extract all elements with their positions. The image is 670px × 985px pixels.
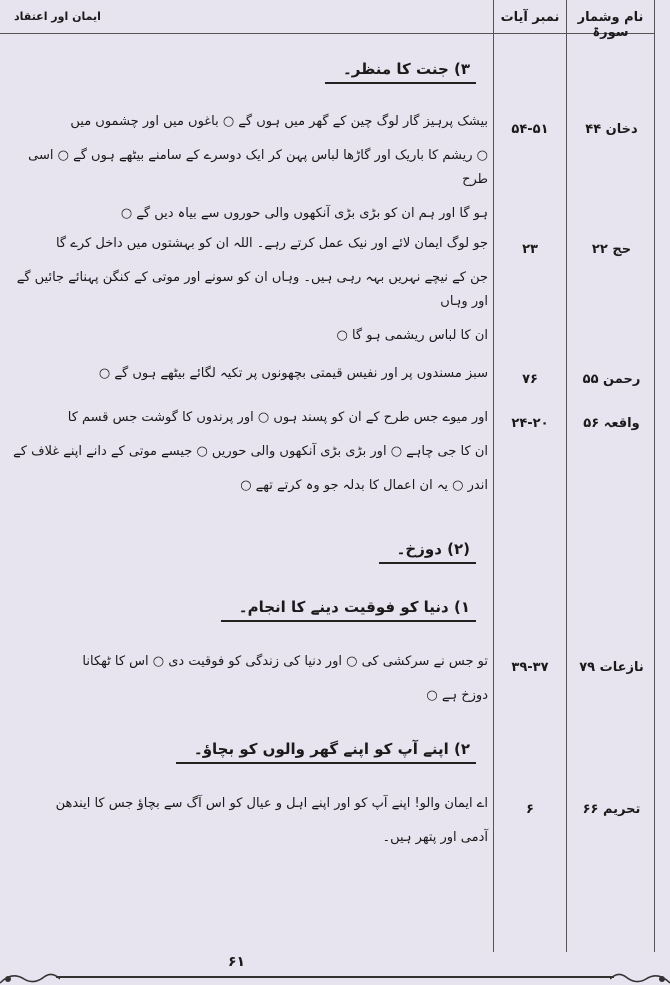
entry-text xyxy=(10,406,488,498)
page-number: ۶۱ xyxy=(228,954,246,970)
right-border-ornament xyxy=(610,969,670,985)
subheading-preferring-world xyxy=(239,598,470,616)
ayat-ref: ۲۴-۲۰ xyxy=(511,416,549,431)
ayat-ref: ۳۹-۳۷ xyxy=(511,660,549,675)
entry-text xyxy=(10,232,488,348)
heading-underline xyxy=(221,620,476,622)
entry-text xyxy=(10,792,488,850)
text-line: جن کے نیچے نہریں بہہ رہی ہیں۔ وہاں ان کو سونے اور موتی کے کنگن پہنائے جائیں گے اور وہاں xyxy=(16,270,488,309)
column-divider xyxy=(493,0,494,952)
surah-ref: حج ۲۲ xyxy=(591,242,632,257)
header-rule xyxy=(0,33,654,34)
text-line: بیشک پرہیز گار لوگ چین کے گھر میں ہوں گے ○ باغوں میں اور چشموں میں xyxy=(70,114,488,129)
text-line: اندر ○ یہ ان اعمال کا بدلہ جو وہ کرتے تھے ○ xyxy=(240,478,488,493)
text-line: آدمی اور پتھر ہیں۔ xyxy=(382,830,488,845)
heading-text: ۳) جنت کا منظر۔ xyxy=(343,60,470,78)
text-line: دوزخ ہے ○ xyxy=(426,688,488,703)
heading-underline xyxy=(379,562,476,564)
surah-ref: نازعات ۷۹ xyxy=(579,660,644,675)
heading-text: (۲) دوزخ۔ xyxy=(396,540,470,558)
book-title: ایمان اور اعتقاد xyxy=(14,10,101,23)
surah-ref: رحمن ۵۵ xyxy=(582,372,641,387)
column-header-ayat: نمبر آیات xyxy=(500,10,560,25)
text-line: جو لوگ ایمان لائے اور نیک عمل کرتے رہے۔ اللہ ان کو بہشتوں میں داخل کرے گا xyxy=(55,236,488,251)
ayat-ref: ۷۶ xyxy=(522,372,538,387)
surah-ref: دخان ۴۴ xyxy=(585,122,638,137)
column-divider xyxy=(654,0,655,952)
text-line: اے ایمان والو! اپنے آپ کو اور اپنے اہل و عیال کو اس آگ سے بچاؤ جس کا ایندھن xyxy=(55,796,488,811)
bottom-border-line xyxy=(56,976,614,978)
surah-ref: واقعہ ۵۶ xyxy=(583,416,640,431)
ayat-ref: ۵۴-۵۱ xyxy=(511,122,549,137)
entry-text xyxy=(10,110,488,226)
subheading-save-yourself xyxy=(194,740,470,758)
heading-text: ۱) دنیا کو فوقیت دینے کا انجام۔ xyxy=(238,598,470,616)
ayat-ref: ۶ xyxy=(526,802,534,817)
heading-underline xyxy=(176,762,476,764)
section-heading-paradise xyxy=(343,60,470,78)
ayat-ref: ۲۳ xyxy=(522,242,538,257)
heading-text: ۲) اپنے آپ کو اپنے گھر والوں کو بچاؤ۔ xyxy=(193,740,470,758)
text-line: ان کا جی چاہے ○ اور بڑی بڑی آنکھوں والی حوریں ○ جیسے موتی کے دانے اپنے غلاف کے xyxy=(13,444,488,459)
heading-underline xyxy=(325,82,476,84)
text-line: سبز مسندوں پر اور نفیس قیمتی بچھونوں پر تکیہ لگائے بیٹھے ہوں گے ○ xyxy=(98,366,488,381)
column-divider xyxy=(566,0,567,952)
column-header-surah: نام وشمار سورۃ xyxy=(577,10,644,40)
section-heading-hell xyxy=(397,540,470,558)
entry-text xyxy=(10,362,488,386)
left-border-ornament xyxy=(0,969,60,985)
entry-text xyxy=(10,650,488,708)
text-line: تو جس نے سرکشی کی ○ اور دنیا کی زندگی کو فوقیت دی ○ اس کا ٹھکانا xyxy=(82,654,488,669)
text-line: ہو گا اور ہم ان کو بڑی بڑی آنکھوں والی حوروں سے بیاہ دیں گے ○ xyxy=(120,206,488,221)
surah-ref: تحریم ۶۶ xyxy=(582,802,641,817)
text-line: ○ ریشم کا باریک اور گاڑھا لباس پہن کر ایک دوسرے کے سامنے بیٹھے ہوں گے ○ اسی طرح xyxy=(28,148,488,187)
text-line: ان کا لباس ریشمی ہو گا ○ xyxy=(336,328,488,343)
text-line: اور میوے جس طرح کے ان کو پسند ہوں ○ اور پرندوں کا گوشت جس قسم کا xyxy=(67,410,488,425)
